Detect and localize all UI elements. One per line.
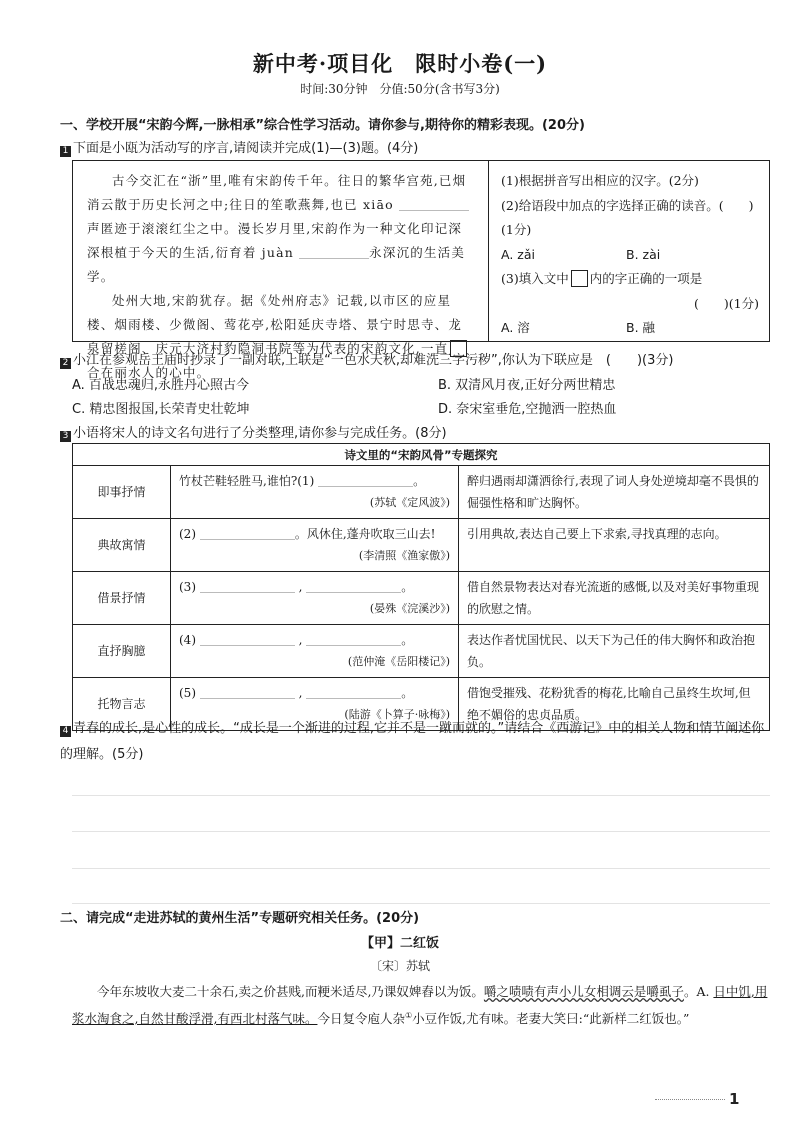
answer-blank-juan[interactable]: [299, 245, 369, 259]
table-row: [73, 466, 770, 519]
subq-3-text: 内的字正确的一项是: [589, 271, 703, 286]
poem-suffix: 。: [413, 474, 426, 488]
section1-heading: 一、学校开展“宋韵今辉,一脉相承”综合性学习活动。请你参与,期待你的精彩表现。(20分): [60, 118, 585, 133]
poem-source: (苏轼《定风波》): [369, 496, 450, 509]
poem-prefix: 竹杖芒鞋轻胜马,谁怕?(1): [179, 474, 315, 488]
answer-blank[interactable]: [306, 686, 401, 699]
underlined-sentence-a: 日中饥,用浆水淘食之,自然甘酸浮滑,有西北村落气味。: [72, 984, 768, 1027]
poem-suffix: 。: [401, 686, 414, 700]
answer-blank[interactable]: [318, 474, 413, 487]
poem-cell: (5) , 。 (陆游《卜算子·咏梅》): [171, 678, 459, 731]
q1-prompt: [60, 137, 418, 157]
subq-3-text: (3)填入文中: [501, 271, 569, 286]
answer-blank[interactable]: [200, 633, 295, 646]
answer-line[interactable]: [72, 795, 770, 796]
subq-2-options: [501, 243, 759, 268]
q2-number: 2: [60, 358, 71, 369]
footnote-marker: ①: [404, 1011, 413, 1020]
box-glyph: [571, 270, 588, 287]
poem-cell: [171, 466, 459, 519]
poem-prefix: (3): [179, 580, 196, 594]
description-cell: 表达作者忧国忧民、以天下为己任的伟大胸怀和政治抱负。: [459, 625, 770, 678]
subq-3: [501, 267, 759, 292]
answer-blank[interactable]: [306, 580, 401, 593]
answer-blank-xiao[interactable]: [399, 197, 469, 211]
wavy-underlined-sentence: 嚼之啧啧有声小儿女相调云是嚼虱子: [483, 984, 684, 999]
text-span: 小豆作饭,尤有味。老妻大笑曰:“此新样二红饭也。”: [412, 1011, 690, 1027]
dotted-rule: [655, 1099, 725, 1100]
description-cell: 醉归遇雨却潇洒徐行,表现了词人身处逆境却毫不畏惧的倔强性格和旷达胸怀。: [459, 466, 770, 519]
answer-blank[interactable]: [200, 580, 295, 593]
q1-number: 1: [60, 146, 71, 157]
poem-cell: (4) , 。 (范仲淹《岳阳楼记》): [171, 625, 459, 678]
q3-prompt: [60, 422, 447, 442]
exam-info: 时间:30分钟 分值:50分(含书写3分): [300, 82, 500, 96]
q4-text: 青春的成长,是心性的成长。“成长是一个渐进的过程,它并不是一蹴而就的。”请结合《西游记》中的相关人物和情节阐述你的理解。(5分): [60, 721, 765, 762]
poem-suffix: 。: [401, 580, 414, 594]
option-b[interactable]: B. 融: [626, 320, 656, 335]
page-number-text: 1: [729, 1090, 740, 1108]
option-a[interactable]: A. zǎi: [501, 246, 535, 262]
poem-suffix: 。风休住,蓬舟吹取三山去!: [294, 527, 436, 541]
option-a[interactable]: A. 溶: [501, 320, 530, 335]
poem-source: (李清照《渔家傲》): [358, 549, 450, 562]
page-title: 新中考·项目化 限时小卷(一): [252, 51, 548, 76]
q1-text: 下面是小瓯为活动写的序言,请阅读并完成(1)—(3)题。(4分): [73, 141, 419, 156]
poem-cell: (3) , 。 (晏殊《浣溪沙》): [171, 572, 459, 625]
subq-3-options: [501, 316, 759, 341]
q4-prompt: [60, 716, 775, 768]
poem-suffix: 。: [401, 633, 414, 647]
passage-text: 古今交汇在“浙”里,唯有宋韵传千年。往日的繁华宫苑,已烟消云散于历史长河之中;往日的笙歌燕舞,也已 xiāo: [87, 173, 467, 212]
description-cell: 引用典故,表达自己要上下求索,寻找真理的志向。: [459, 519, 770, 572]
answer-blank[interactable]: [200, 527, 295, 540]
answer-line[interactable]: [72, 868, 770, 869]
poem-prefix: (4): [179, 633, 196, 647]
description-cell: 借饱受摧残、花粉犹香的梅花,比喻自己虽终生坎坷,但绝不媚俗的忠贞品质。: [459, 678, 770, 731]
passage-text: 处州大地,宋韵犹存。据《处州府志》记载,以市区的应星楼、烟雨楼、少微阁、莺花亭,松阳延庆寺塔、景宁时思寺、龙泉留槎阁、庆元大济村豹隐洞书院等为代表的宋韵文化,一直: [87, 293, 463, 356]
answer-blank[interactable]: [306, 633, 401, 646]
text-title: 【甲】二红饭: [360, 936, 439, 951]
answer-line[interactable]: [72, 831, 770, 832]
section2-heading: 二、请完成“走进苏轼的黄州生活”专题研究相关任务。(20分): [60, 911, 420, 926]
subq-2: (2)给语段中加点的字选择正确的读音。( )(1分): [501, 197, 754, 237]
table-row: [73, 625, 770, 678]
poem-source: (晏殊《浣溪沙》): [369, 602, 450, 615]
poem-prefix: (2): [179, 527, 196, 541]
poetry-table: [72, 443, 770, 731]
table-row: [73, 519, 770, 572]
option-b[interactable]: B. zài: [626, 246, 661, 262]
description-cell: 借自然景物表达对春光流逝的感慨,以及对美好事物重现的欣慰之情。: [459, 572, 770, 625]
category-cell: 即事抒情: [73, 466, 171, 519]
q2-option-a[interactable]: A. 百战忠魂归,永胜丹心照古今: [72, 378, 250, 393]
q2-option-b[interactable]: B. 双清风月夜,正好分两世精忠: [438, 378, 616, 393]
q2-prompt: [60, 349, 673, 369]
poem-cell: [171, 519, 459, 572]
q4-number: 4: [60, 726, 71, 737]
table-title: 诗文里的“宋韵风骨”专题探究: [73, 444, 770, 466]
text-span: 今日复令庖人杂: [317, 1011, 405, 1027]
category-cell: 借景抒情: [73, 572, 171, 625]
classical-text: [72, 980, 770, 1031]
category-cell: 直抒胸臆: [73, 625, 171, 678]
passage-text: 永深沉的生活美学。: [87, 245, 466, 284]
page-number: [655, 1090, 739, 1108]
poem-source: (陆游《卜算子·咏梅》): [344, 708, 450, 721]
poem-source: (范仲淹《岳阳楼记》): [347, 655, 450, 668]
q2-option-d[interactable]: D. 奈宋室垂危,空抛洒一腔热血: [438, 402, 617, 417]
poem-prefix: (5): [179, 686, 196, 700]
q3-number: 3: [60, 431, 71, 442]
q3-text: 小语将宋人的诗文名句进行了分类整理,请你参与完成任务。(8分): [73, 426, 447, 441]
passage-text: 声匿迹于滚滚红尘之中。漫长岁月里,宋韵作为一种文化印记深深根植于今天的生活,衍育着 juàn: [87, 221, 463, 260]
text-span: 今年东坡收大麦二十余石,卖之价甚贱,而粳米适尽,乃课奴婢舂以为饭。: [97, 984, 484, 999]
answer-line[interactable]: [72, 903, 770, 904]
subq-3-answer: ( )(1分): [694, 295, 759, 311]
q2-option-c[interactable]: C. 精忠图报国,长荣青史壮乾坤: [72, 402, 250, 417]
table-row: [73, 572, 770, 625]
q2-text: 小江在参观岳王庙时抄录了一副对联,上联是“一色水天秋,却难洗三字污秽”,你认为下联应是 ( )(3分): [73, 353, 674, 368]
category-cell: 托物言志: [73, 678, 171, 731]
subq-1: (1)根据拼音写出相应的汉字。(2分): [501, 173, 699, 188]
passage-text: 合在丽水人的心中。: [87, 365, 211, 380]
text-author: 〔宋〕苏轼: [369, 959, 430, 973]
text-span: 。A.: [683, 984, 714, 999]
category-cell: 典故寓情: [73, 519, 171, 572]
answer-blank[interactable]: [200, 686, 295, 699]
q1-subquestions: [491, 161, 769, 341]
